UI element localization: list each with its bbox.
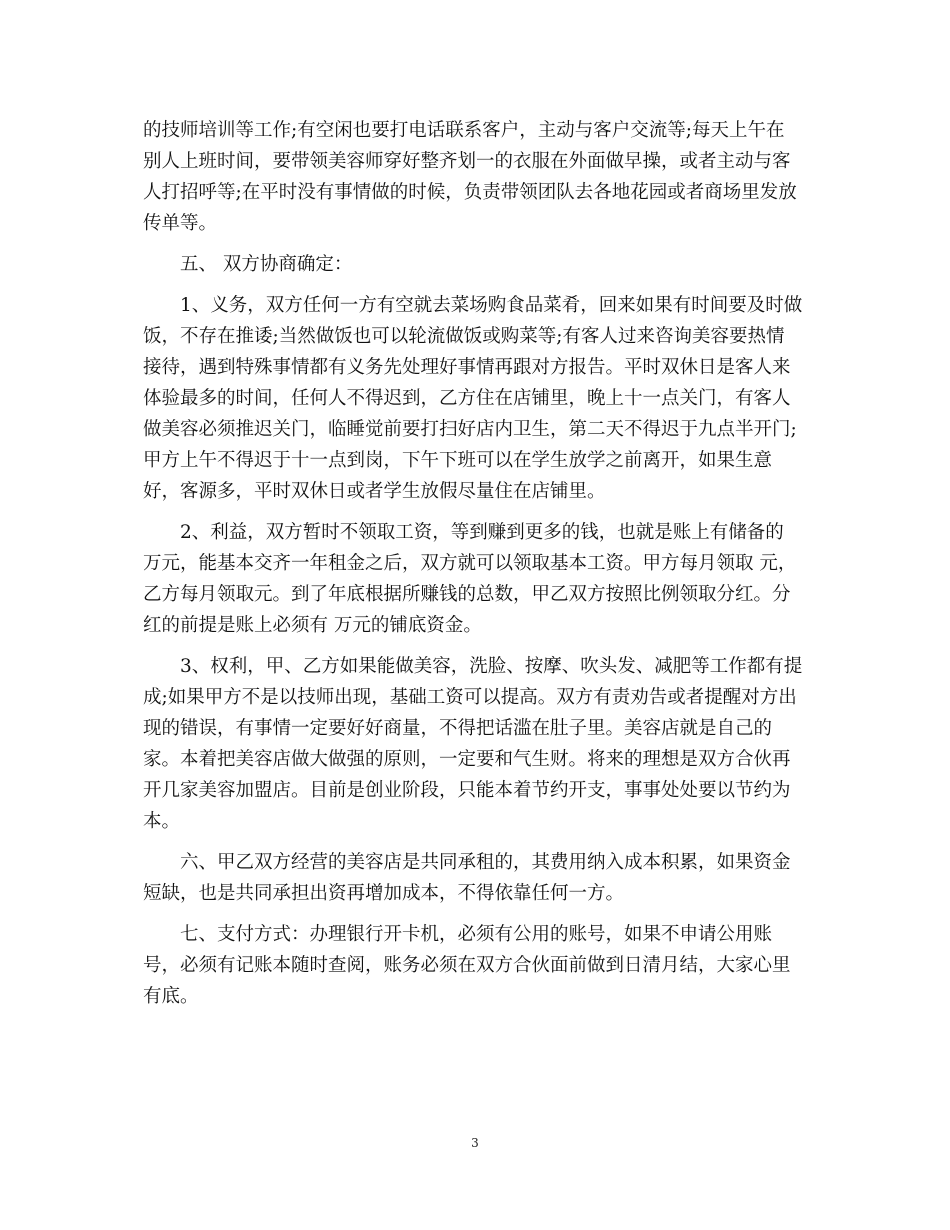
text-line: 有底。	[143, 986, 199, 1007]
text-line: 做美容必须推迟关门，临睡觉前要打扫好店内卫生，第二天不得迟于九点半开门;	[143, 419, 797, 440]
text-line: 2、利益，双方暂时不领取工资，等到赚到更多的钱，也就是账上有储备的	[180, 522, 784, 543]
page-number: 3	[471, 1136, 479, 1150]
paragraph-gap	[143, 837, 808, 847]
paragraph-gap	[143, 909, 808, 919]
text-line: 好，客源多，平时双休日或者学生放假尽量住在店铺里。	[143, 481, 606, 502]
paragraph-gap	[143, 280, 808, 290]
text-line: 开几家美容加盟店。目前是创业阶段，只能本着节约开支，事事处处要以节约为	[143, 780, 791, 801]
paragraph-p5	[143, 651, 808, 837]
text-line: 短缺，也是共同承担出资再增加成本，不得依靠任何一方。	[143, 883, 625, 904]
text-line: 现的错误，有事情一定要好好商量，不得把话滥在肚子里。美容店就是自己的	[143, 718, 773, 739]
text-line: 体验最多的时间，任何人不得迟到，乙方住在店铺里，晚上十一点关门，有客人	[143, 388, 791, 409]
text-line: 万元，能基本交齐一年租金之后，双方就可以领取基本工资。甲方每月领取 元，	[143, 553, 797, 574]
text-line: 号，必须有记账本随时查阅，账务必须在双方合伙面前做到日清月结，大家心里	[143, 955, 791, 976]
paragraph-p7	[143, 919, 808, 1012]
paragraph-p4	[143, 517, 808, 641]
text-line: 的技师培训等工作;有空闲也要打电话联系客户，主动与客户交流等;每天上午在	[143, 120, 785, 141]
text-line: 1、义务，双方任何一方有空就去菜场购食品菜肴，回来如果有时间要及时做	[180, 295, 803, 316]
document-body	[143, 115, 808, 1012]
text-line: 七、支付方式：办理银行开卡机，必须有公用的账号，如果不申请公用账	[180, 924, 773, 945]
text-line: 乙方每月领取元。到了年底根据所赚钱的总数，甲乙双方按照比例领取分红。分	[143, 584, 791, 605]
text-line: 五、 双方协商确定：	[180, 254, 353, 275]
text-line: 甲方上午不得迟于十一点到岗，下午下班可以在学生放学之前离开，如果生意	[143, 450, 773, 471]
text-line: 家。本着把美容店做大做强的原则，一定要和气生财。将来的理想是双方合伙再	[143, 749, 791, 770]
paragraph-gap	[143, 239, 808, 249]
text-line: 别人上班时间，要带领美容师穿好整齐划一的衣服在外面做早操，或者主动与客	[143, 151, 791, 172]
text-line: 接待，遇到特殊事情都有义务先处理好事情再跟对方报告。平时双休日是客人来	[143, 357, 791, 378]
text-line: 人打招呼等;在平时没有事情做的时候，负责带领团队去各地花园或者商场里发放	[143, 182, 797, 203]
text-line: 3、权利，甲、乙方如果能做美容，洗脸、按摩、吹头发、减肥等工作都有提	[180, 656, 803, 677]
paragraph-gap	[143, 641, 808, 651]
paragraph-p2	[143, 249, 808, 280]
text-line: 传单等。	[143, 213, 218, 234]
text-line: 六、甲乙双方经营的美容店是共同承租的，其费用纳入成本积累，如果资金	[180, 852, 791, 873]
paragraph-p3	[143, 290, 808, 507]
text-line: 成;如果甲方不是以技师出现，基础工资可以提高。双方有责劝告或者提醒对方出	[143, 687, 797, 708]
paragraph-p1	[143, 115, 808, 239]
paragraph-gap	[143, 507, 808, 517]
paragraph-p6	[143, 847, 808, 909]
text-line: 本。	[143, 811, 181, 832]
text-line: 红的前提是账上必须有 万元的铺底资金。	[143, 615, 482, 636]
text-line: 饭，不存在推诿;当然做饭也可以轮流做饭或购菜等;有客人过来咨询美容要热情	[143, 326, 785, 347]
